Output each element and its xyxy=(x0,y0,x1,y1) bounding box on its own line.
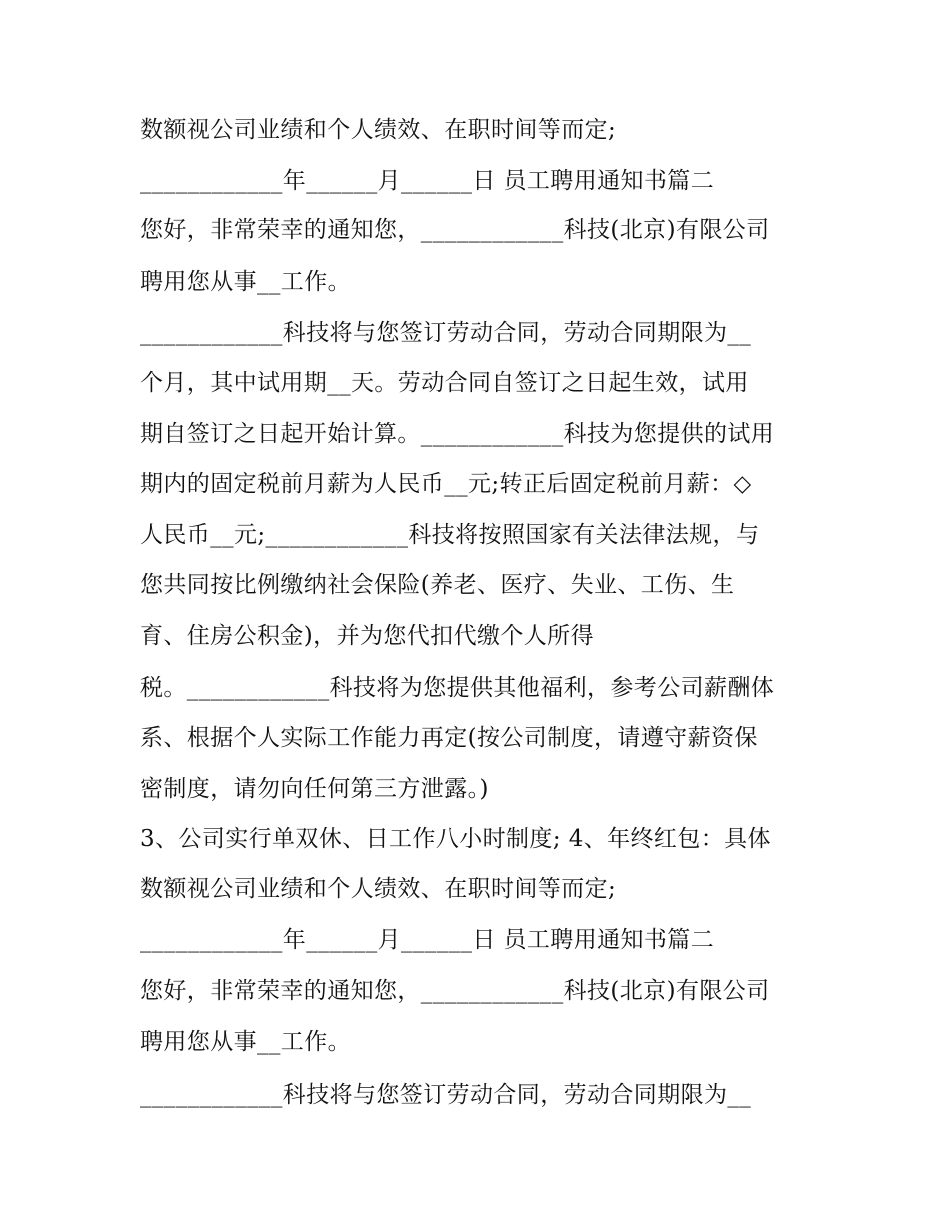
text-line: 期自签订之日起开始计算。____________科技为您提供的试用 xyxy=(140,421,775,447)
text-line: 聘用您从事__工作。 xyxy=(140,269,351,295)
text-line: 育、住房公积金)，并为您代扣代缴个人所得 xyxy=(140,623,594,649)
text-line: 3、公司实行单双休、日工作八小时制度; 4、年终红包：具体 xyxy=(140,826,771,852)
text-line: 您共同按比例缴纳社会保险(养老、医疗、失业、工伤、生 xyxy=(140,572,735,598)
text-line: 您好，非常荣幸的通知您，____________科技(北京)有限公司 xyxy=(140,217,770,243)
text-line: ____________年______月______日 员工聘用通知书篇二 xyxy=(140,168,715,194)
text-line: 聘用您从事__工作。 xyxy=(140,1029,351,1055)
text-line: 个月，其中试用期__天。劳动合同自签订之日起生效，试用 xyxy=(140,370,749,396)
text-line: 税。____________科技将为您提供其他福利，参考公司薪酬体 xyxy=(140,675,775,701)
text-line: 数额视公司业绩和个人绩效、在职时间等而定; xyxy=(140,876,617,902)
text-line: 系、根据个人实际工作能力再定(按公司制度，请遵守薪资保 xyxy=(140,725,758,751)
text-line: ____________科技将与您签订劳动合同，劳动合同期限为__ xyxy=(140,320,752,346)
text-line: 您好，非常荣幸的通知您，____________科技(北京)有限公司 xyxy=(140,978,770,1004)
text-line: ____________科技将与您签订劳动合同，劳动合同期限为__ xyxy=(140,1082,752,1108)
text-line: 期内的固定税前月薪为人民币__元;转正后固定税前月薪：◇ xyxy=(140,471,752,497)
text-line: 密制度，请勿向任何第三方泄露。) xyxy=(140,776,489,802)
text-line: 人民币__元;____________科技将按照国家有关法律法规，与 xyxy=(140,522,760,548)
text-line: ____________年______月______日 员工聘用通知书篇二 xyxy=(140,927,715,953)
text-line: 数额视公司业绩和个人绩效、在职时间等而定; xyxy=(140,117,617,143)
